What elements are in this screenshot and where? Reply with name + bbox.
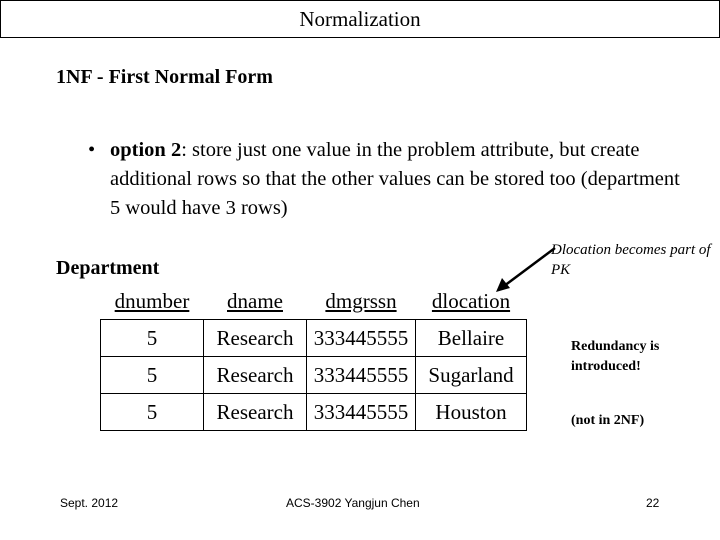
table-cell: 333445555: [307, 320, 416, 357]
arrow-icon: [490, 244, 560, 294]
bullet-list: [88, 136, 688, 223]
bullet-dot-icon: •: [88, 139, 96, 161]
table-cell: Bellaire: [416, 320, 527, 357]
table-cell: 5: [101, 357, 204, 394]
section-heading: 1NF - First Normal Form: [56, 66, 273, 88]
normal-form-note: (not in 2NF): [571, 413, 645, 428]
footer-course: ACS-3902 Yangjun Chen: [286, 496, 420, 510]
bullet-lead: option 2: [110, 139, 182, 161]
table-cell: Research: [204, 357, 307, 394]
table-header-row: [101, 283, 527, 320]
table-cell: Houston: [416, 394, 527, 431]
table-cell: 333445555: [307, 394, 416, 431]
department-table: [100, 283, 527, 431]
pk-note: Dlocation becomes part of PK: [551, 242, 711, 278]
column-header: dmgrssn: [325, 288, 397, 313]
table-cell: Research: [204, 394, 307, 431]
bullet-item: [88, 136, 688, 223]
table-cell: 333445555: [307, 357, 416, 394]
table-cell: 5: [101, 394, 204, 431]
bullet-body: : store just one value in the problem attribute, but create additional rows so that the other values can be stored too (department 5 would have 3 rows): [110, 139, 680, 219]
column-header: dnumber: [114, 288, 190, 313]
footer-date: Sept. 2012: [60, 496, 119, 510]
table-row: [101, 394, 527, 431]
column-header: dlocation: [431, 288, 511, 313]
redundancy-note: Redundancy is introduced!: [571, 339, 660, 374]
table-cell: Sugarland: [416, 357, 527, 394]
table-cell: 5: [101, 320, 204, 357]
table-label: Department: [56, 257, 160, 279]
table-row: [101, 357, 527, 394]
slide-title: Normalization: [299, 6, 421, 31]
slide-title-bar: [0, 0, 720, 38]
table-row: [101, 320, 527, 357]
page-number: 22: [646, 496, 660, 510]
bullet-text: [110, 136, 688, 223]
column-header: dname: [227, 288, 283, 313]
table-cell: Research: [204, 320, 307, 357]
